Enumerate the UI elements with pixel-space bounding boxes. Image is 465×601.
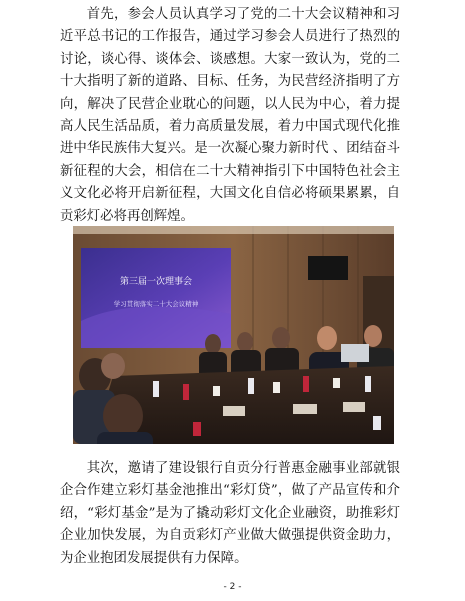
screen-title: 第三届一次理事会: [119, 277, 193, 287]
paragraph-1: 首先，参会人员认真学习了党的二十大会议精神和习近平总书记的工作报告，通过学习参会人员进行了热烈的讨论，谈心得、谈体会、谈感想。大家一致认为，党的二十大指明了新的道路、目标、任务，为民营经济指明了方向，解决了民营企业耽心的问题，以人民为中心，着力提高人民生活品质，着力高质量发展，着力中国式现代化推进中华民族伟大复兴。是一次凝心聚力新时代 、团结奋斗新征程的大会，相信在二十大精神指引下中国特色社会主义文化必将开启新征程，大国文化自信必将硕果累累，自贡彩灯必将再创辉煌。: [60, 7, 400, 224]
screen-subtitle: 学习贯彻落实二十大会议精神: [113, 300, 199, 308]
paragraph-2: 其次，邀请了建设银行自贡分行普惠金融事业部就银企合作建立彩灯基金池推出“彩灯贷”，做了产品宣传和介绍，“彩灯基金”是为了撬动彩灯文化企业融资，助推彩灯企业加快发展，为自贡彩灯产业做大做强提供资金助力，为企业抱团发展提供有力保障。: [60, 461, 400, 566]
page-number: - 2 -: [223, 582, 242, 592]
meeting-photo: [73, 226, 394, 444]
